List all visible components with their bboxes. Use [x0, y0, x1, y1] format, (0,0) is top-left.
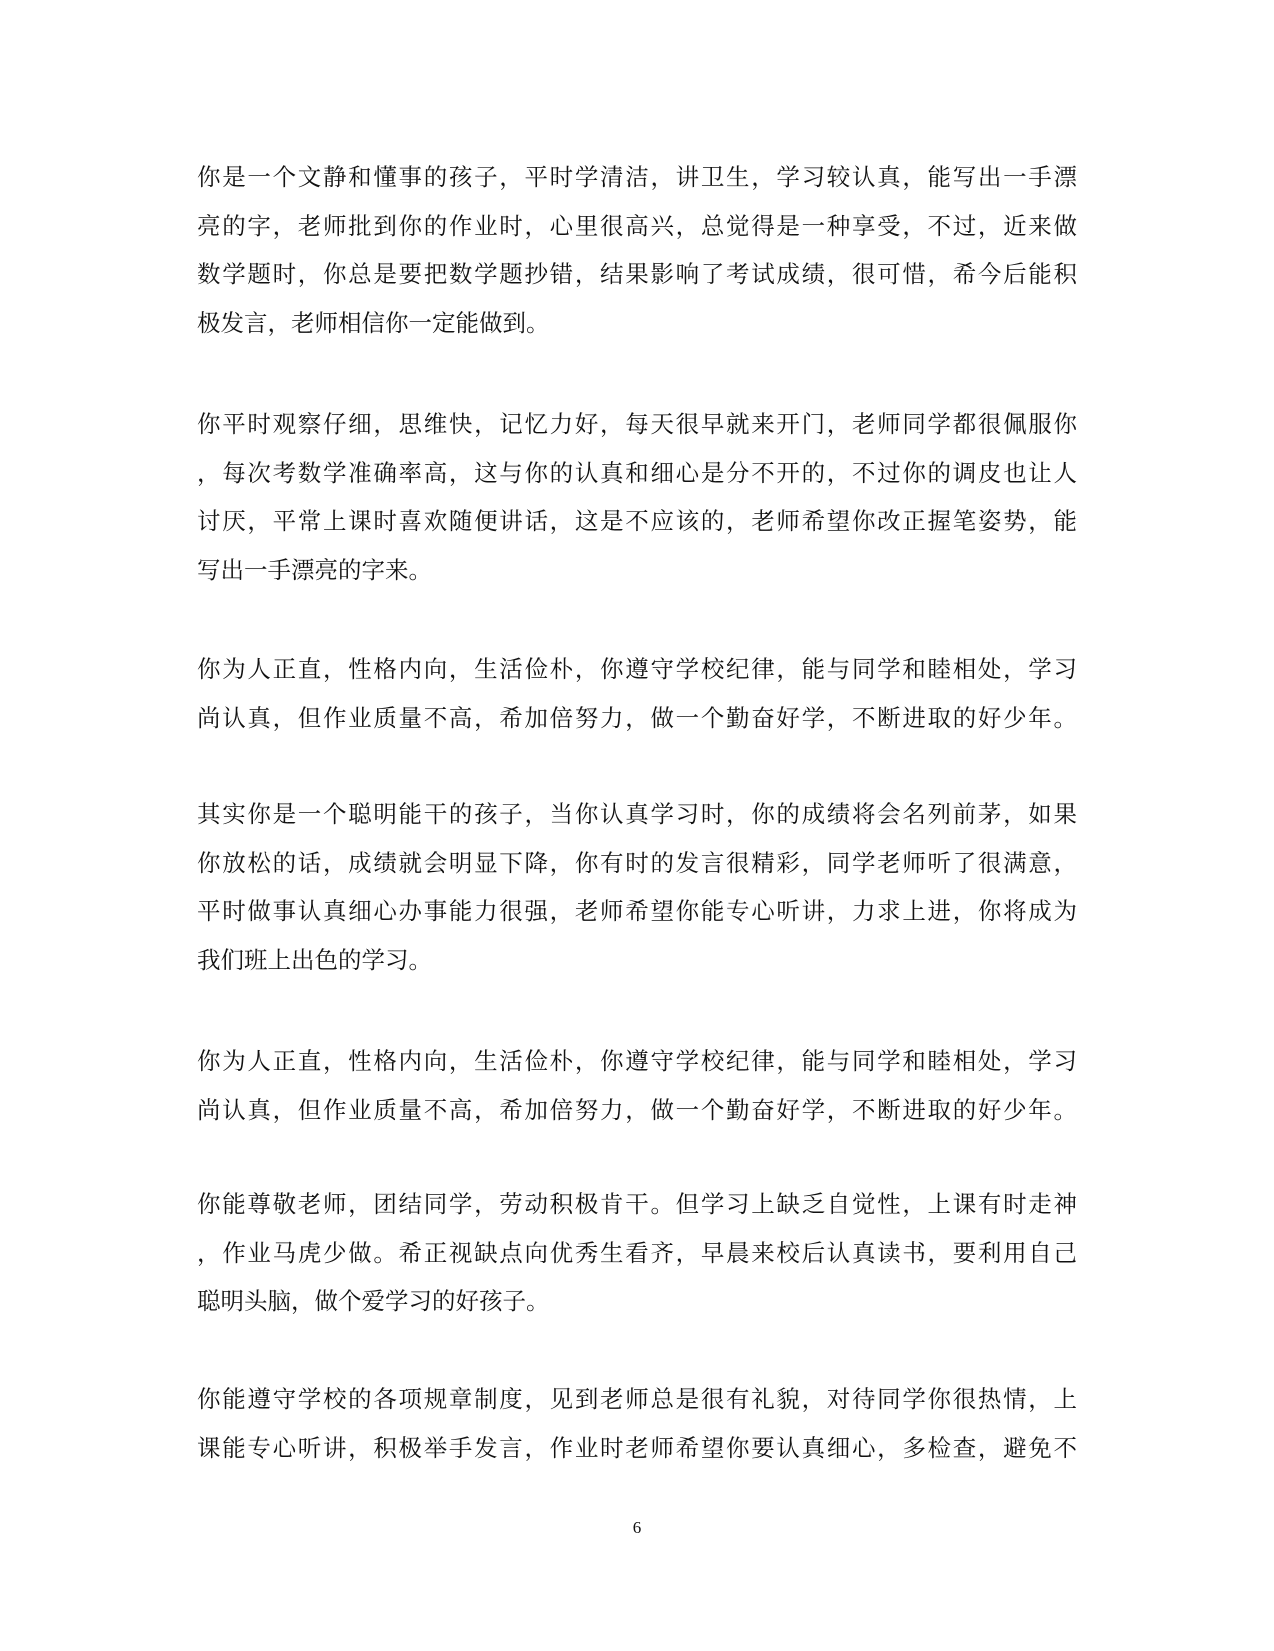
- page-number: 6: [632, 1518, 642, 1537]
- paragraph-4: [197, 790, 1077, 984]
- text-line: 尚认真，但作业质量不高，希加倍努力，做一个勤奋好学，不断进取的好少年。: [197, 1095, 1077, 1124]
- text-line: ，作业马虎少做。希正视缺点向优秀生看齐，早晨来校后认真读书，要利用自己: [197, 1238, 1077, 1267]
- paragraph-6: [197, 1180, 1077, 1326]
- text-line: 写出一手漂亮的字来。: [197, 555, 432, 584]
- text-line: 你放松的话，成绩就会明显下降，你有时的发言很精彩，同学老师听了很满意，: [197, 848, 1077, 877]
- text-line: 亮的字，老师批到你的作业时，心里很高兴，总觉得是一种享受，不过，近来做: [197, 211, 1077, 240]
- text-line: 我们班上出色的学习。: [197, 945, 432, 974]
- paragraph-1: [197, 153, 1077, 347]
- text-line: 讨厌，平常上课时喜欢随便讲话，这是不应该的，老师希望你改正握笔姿势，能: [197, 507, 1077, 535]
- text-line: ，每次考数学准确率高，这与你的认真和细心是分不开的，不过你的调皮也让人: [197, 458, 1077, 487]
- paragraph-7: [197, 1375, 1077, 1472]
- text-line: 数学题时，你总是要把数学题抄错，结果影响了考试成绩，很可惜，希今后能积: [197, 260, 1077, 288]
- text-line: 课能专心听讲，积极举手发言，作业时老师希望你要认真细心，多检查，避免不: [197, 1433, 1077, 1462]
- paragraph-3: [197, 645, 1077, 742]
- paragraph-2: [197, 400, 1077, 594]
- text-line: 你平时观察仔细，思维快，记忆力好，每天很早就来开门，老师同学都很佩服你: [197, 410, 1077, 438]
- paragraph-5: [197, 1037, 1077, 1134]
- text-line: 其实你是一个聪明能干的孩子，当你认真学习时，你的成绩将会名列前茅，如果: [197, 800, 1077, 828]
- text-line: 你是一个文静和懂事的孩子，平时学清洁，讲卫生，学习较认真，能写出一手漂: [197, 163, 1077, 191]
- text-line: 你能遵守学校的各项规章制度，见到老师总是很有礼貌，对待同学你很热情，上: [197, 1385, 1077, 1413]
- text-line: 你为人正直，性格内向，生活俭朴，你遵守学校纪律，能与同学和睦相处，学习: [197, 655, 1077, 683]
- text-line: 你为人正直，性格内向，生活俭朴，你遵守学校纪律，能与同学和睦相处，学习: [197, 1047, 1077, 1075]
- text-line: 尚认真，但作业质量不高，希加倍努力，做一个勤奋好学，不断进取的好少年。: [197, 703, 1077, 732]
- text-line: 极发言，老师相信你一定能做到。: [197, 308, 550, 337]
- text-line: 你能尊敬老师，团结同学，劳动积极肯干。但学习上缺乏自觉性，上课有时走神: [197, 1190, 1077, 1218]
- text-line: 聪明头脑，做个爱学习的好孩子。: [197, 1287, 550, 1315]
- text-line: 平时做事认真细心办事能力很强，老师希望你能专心听讲，力求上进，你将成为: [197, 897, 1077, 925]
